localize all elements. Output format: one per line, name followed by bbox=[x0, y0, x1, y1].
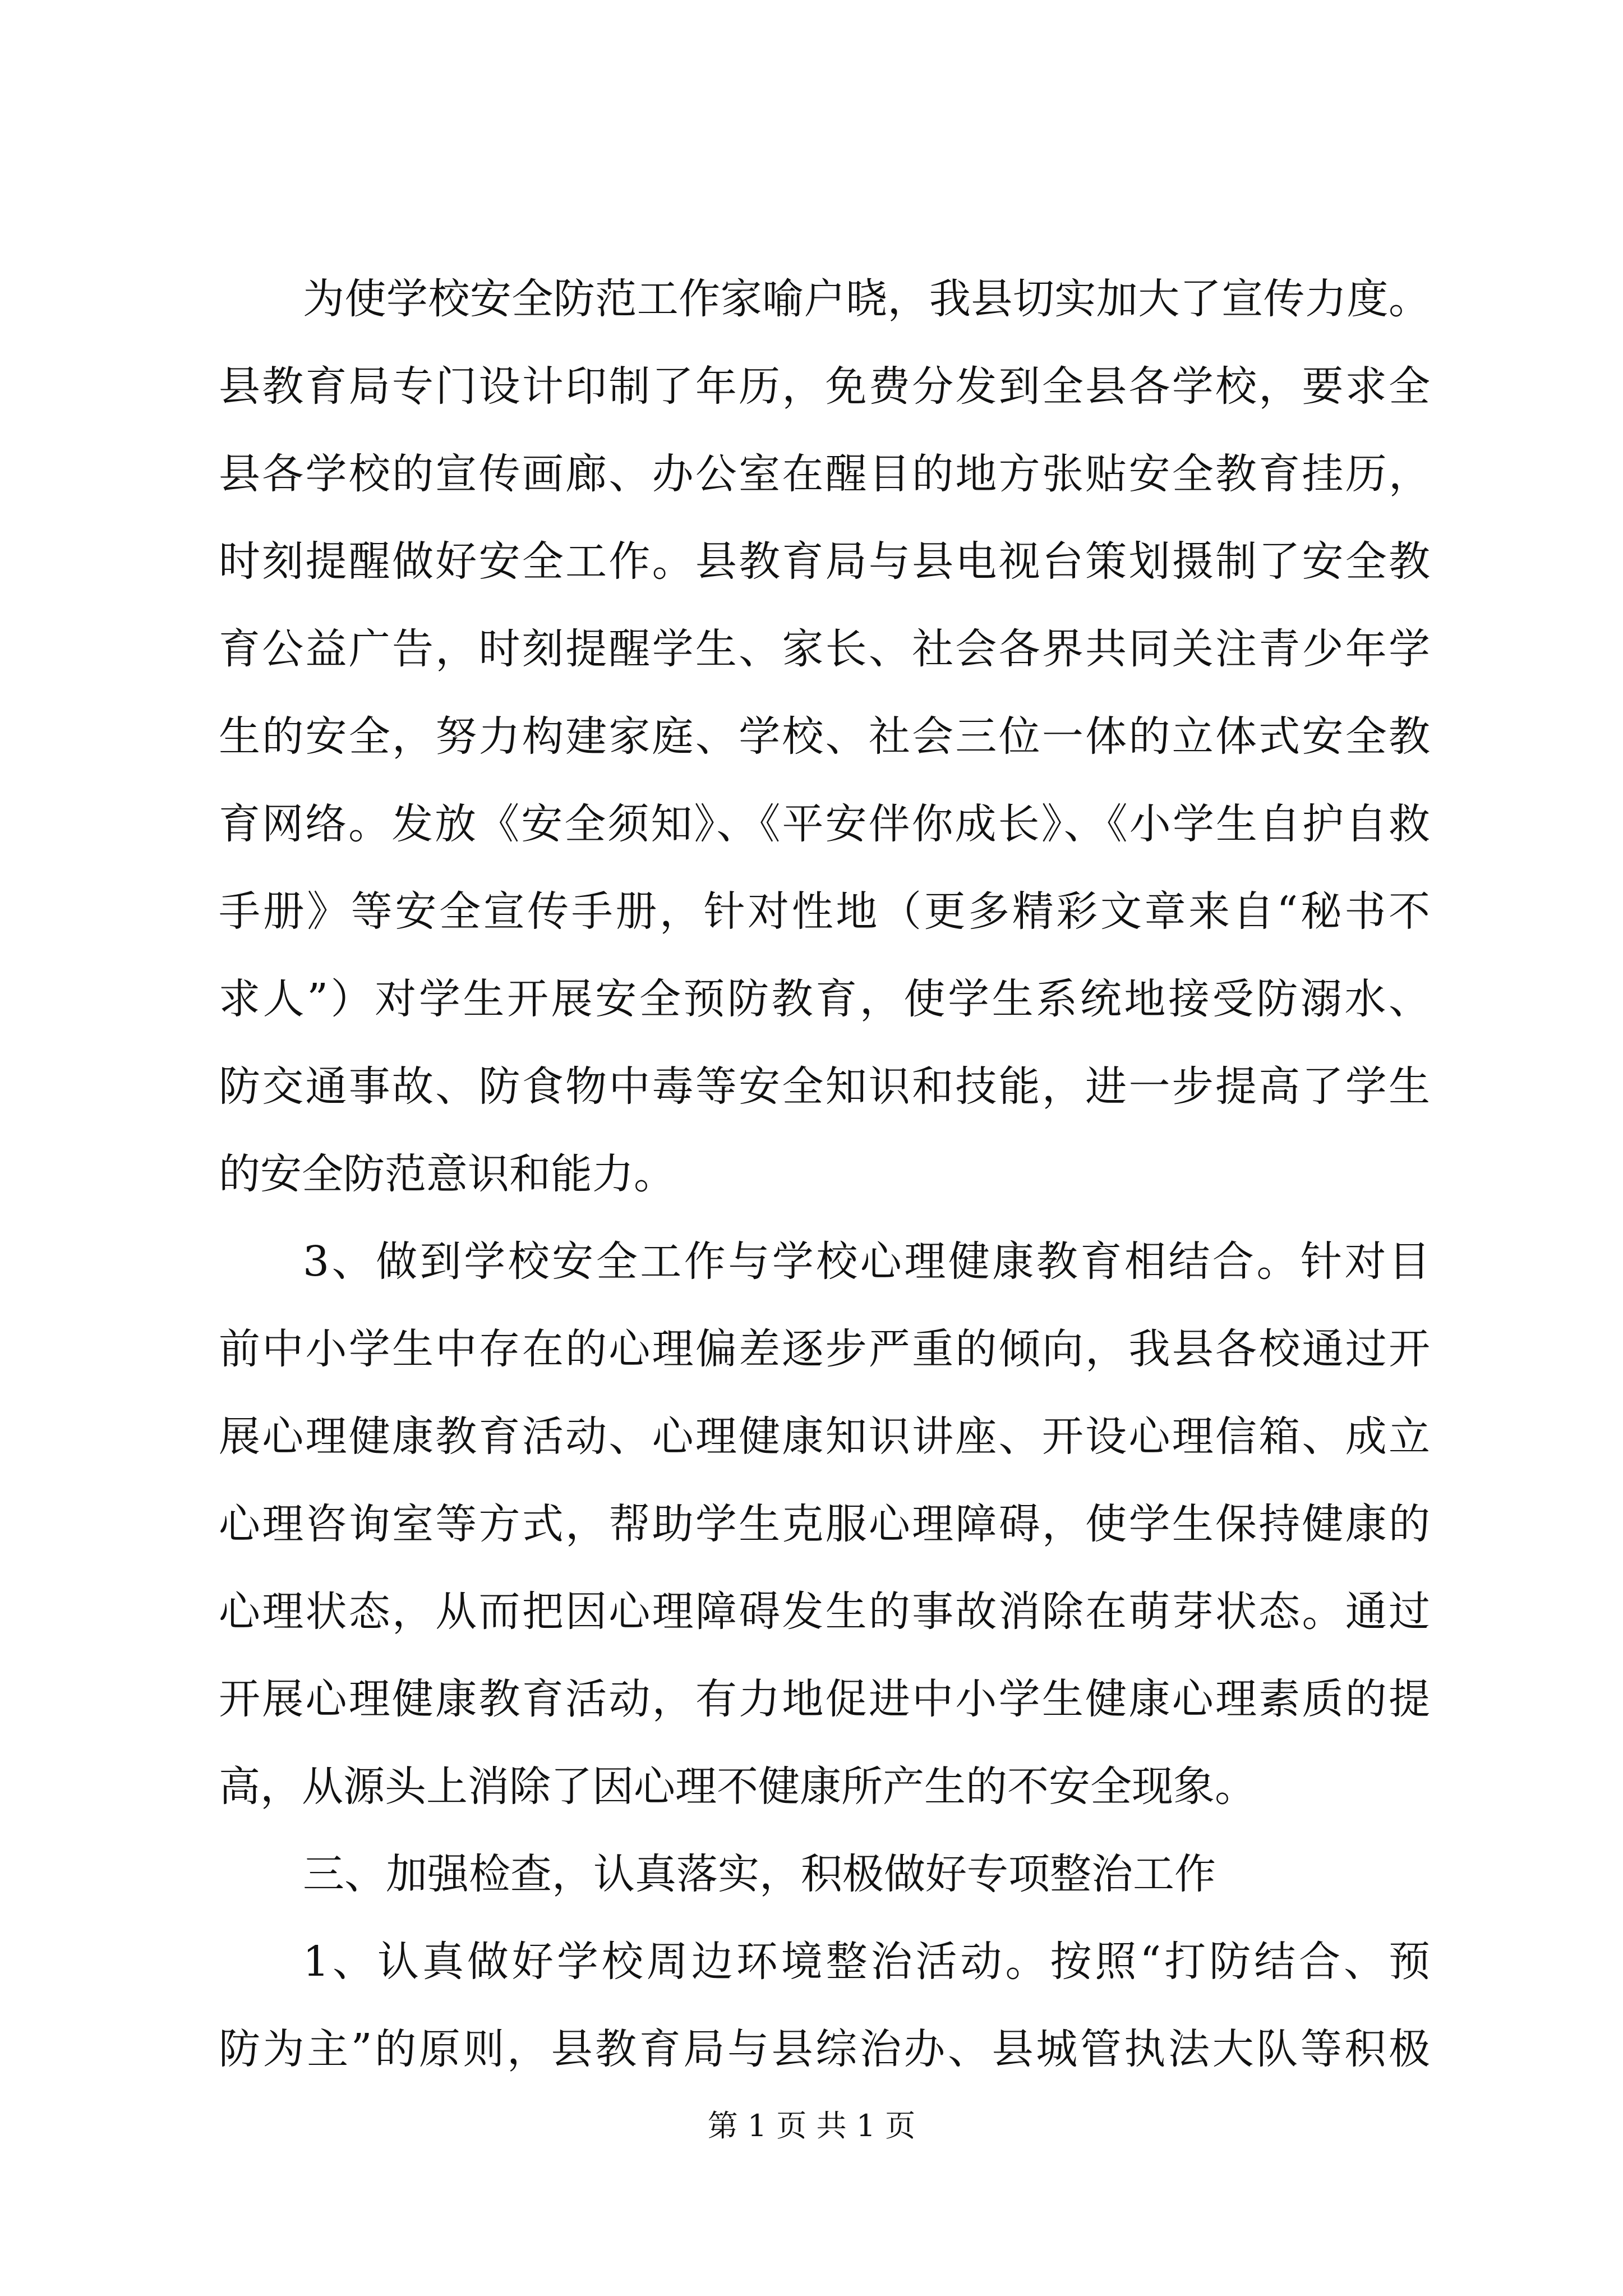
paragraph-line: 心理状态，从而把因心理障碍发生的事故消除在萌芽状态。通过 bbox=[219, 1588, 1430, 1636]
paragraph-line: 开展心理健康教育活动，有力地促进中小学生健康心理素质的提 bbox=[219, 1675, 1430, 1723]
paragraph-line: 时刻提醒做好安全工作。县教育局与县电视台策划摄制了安全教 bbox=[219, 537, 1430, 586]
paragraph-line: 高，从源头上消除了因心理不健康所产生的不安全现象。 bbox=[219, 1763, 1256, 1811]
paragraph-line: 育网络。发放《安全须知》、《平安伴你成长》、《小学生自护自救 bbox=[219, 800, 1430, 848]
paragraph-line: 的安全防范意识和能力。 bbox=[219, 1150, 675, 1198]
page-footer: 第 1 页 共 1 页 bbox=[707, 2108, 916, 2143]
section-heading: 三、加强检查，认真落实，积极做好专项整治工作 bbox=[303, 1850, 1216, 1898]
paragraph-line: 前中小学生中存在的心理偏差逐步严重的倾向，我县各校通过开 bbox=[219, 1325, 1430, 1373]
paragraph-line: 心理咨询室等方式，帮助学生克服心理障碍，使学生保持健康的 bbox=[219, 1500, 1430, 1548]
paragraph-line: 育公益广告，时刻提醒学生、家长、社会各界共同关注青少年学 bbox=[219, 625, 1430, 673]
paragraph-line: 为使学校安全防范工作家喻户晓，我县切实加大了宣传力度。 bbox=[303, 275, 1430, 323]
paragraph-line: 求人”）对学生开展安全预防教育，使学生系统地接受防溺水、 bbox=[219, 975, 1430, 1023]
paragraph-line: 县各学校的宣传画廊、办公室在醒目的地方张贴安全教育挂历， bbox=[219, 450, 1430, 498]
paragraph-line: 展心理健康教育活动、心理健康知识讲座、开设心理信箱、成立 bbox=[219, 1412, 1430, 1461]
paragraph-line: 3、做到学校安全工作与学校心理健康教育相结合。针对目 bbox=[303, 1237, 1430, 1286]
paragraph-line: 县教育局专门设计印制了年历，免费分发到全县各学校，要求全 bbox=[219, 362, 1430, 411]
paragraph-line: 防交通事故、防食物中毒等安全知识和技能，进一步提高了学生 bbox=[219, 1062, 1430, 1111]
paragraph-line: 手册》等安全宣传手册，针对性地（更多精彩文章来自“秘书不 bbox=[219, 887, 1430, 936]
document-body bbox=[219, 255, 1430, 2093]
paragraph-line: 防为主”的原则，县教育局与县综治办、县城管执法大队等积极 bbox=[219, 2025, 1430, 2073]
paragraph-line: 1、认真做好学校周边环境整治活动。按照“打防结合、预 bbox=[303, 1938, 1430, 1986]
paragraph-line: 生的安全，努力构建家庭、学校、社会三位一体的立体式安全教 bbox=[219, 712, 1430, 761]
